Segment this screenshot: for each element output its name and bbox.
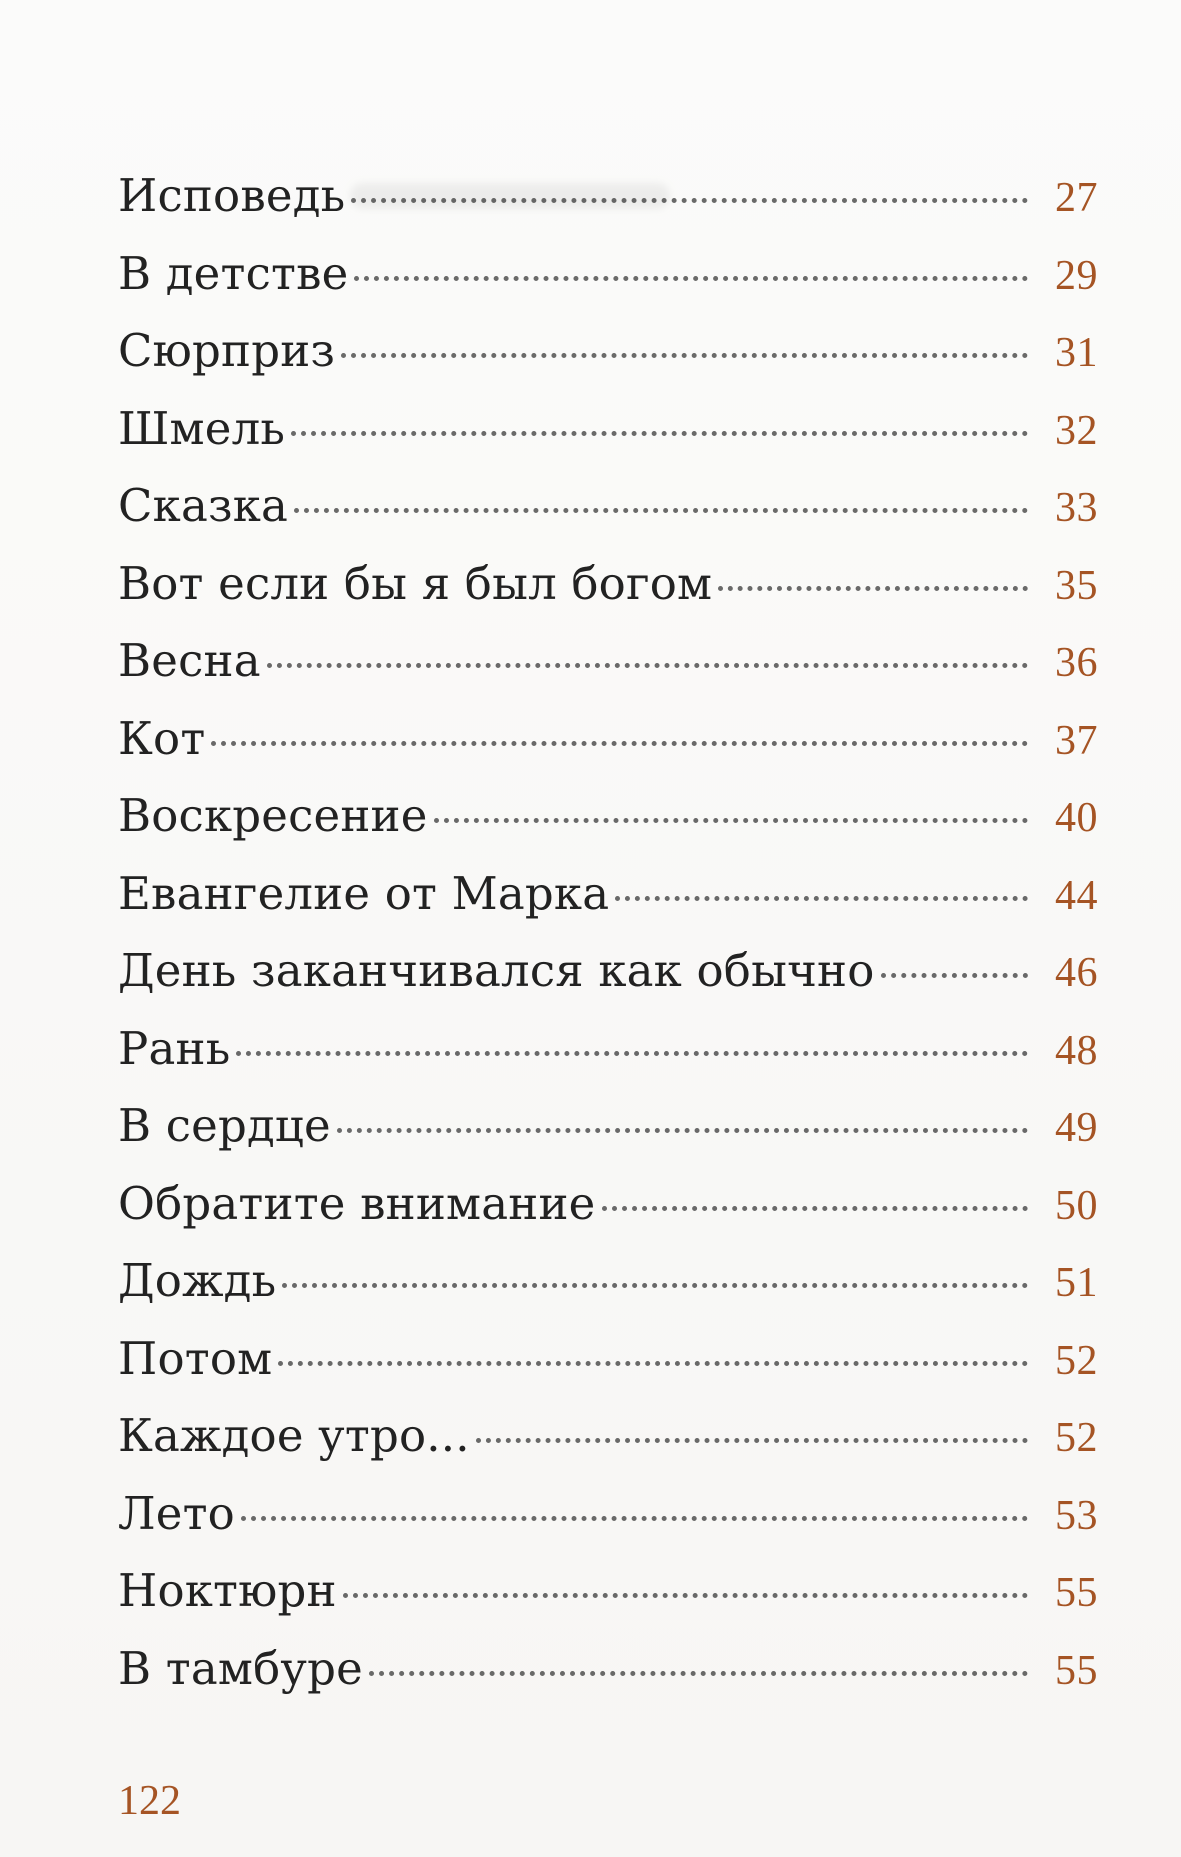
toc-entry-title: Ноктюрн [118, 1564, 337, 1617]
toc-dot-leader [294, 507, 1028, 513]
toc-entry-title: Потом [118, 1331, 273, 1385]
toc-entry-page: 36 [1055, 640, 1098, 686]
toc-entry [118, 1099, 1098, 1181]
toc-entry [118, 634, 1098, 716]
toc-dot-leader [282, 1282, 1028, 1288]
toc-dot-leader [351, 197, 1028, 203]
toc-entry-page: 32 [1055, 407, 1098, 454]
toc-entry-page: 55 [1055, 1570, 1098, 1616]
toc-entry-title: Каждое утро... [118, 1409, 470, 1462]
toc-dot-leader [615, 895, 1028, 901]
toc-dot-leader [278, 1360, 1028, 1366]
toc-dot-leader [369, 1670, 1028, 1676]
toc-entry [118, 1021, 1098, 1104]
toc-entry [118, 169, 1098, 251]
toc-entry [118, 1641, 1098, 1724]
toc-entry-title: Обратите внимание [118, 1176, 596, 1230]
toc-entry [118, 1564, 1098, 1646]
toc-entry-title: Вот если бы я был богом [118, 556, 713, 610]
toc-entry-title: Весна [118, 634, 261, 687]
toc-entry [118, 1331, 1098, 1414]
toc-entry [118, 324, 1098, 406]
toc-dot-leader [341, 352, 1028, 358]
toc-entry-page: 51 [1055, 1260, 1098, 1306]
toc-entry-title: Кот [118, 711, 206, 765]
toc-entry-title: Лето [118, 1486, 235, 1540]
toc-entry-page: 37 [1055, 717, 1098, 764]
toc-dot-leader [354, 275, 1028, 281]
toc-entry [118, 246, 1098, 329]
toc-dot-leader [211, 740, 1028, 746]
toc-dot-leader [241, 1515, 1028, 1521]
toc-dot-leader [718, 585, 1028, 591]
toc-entry-page: 53 [1055, 1492, 1098, 1539]
toc-entry [118, 711, 1098, 794]
toc-entry-page: 49 [1055, 1105, 1098, 1151]
toc-entry [118, 1486, 1098, 1569]
toc-entry-page: 44 [1055, 872, 1098, 919]
toc-entry-page: 40 [1055, 795, 1098, 841]
toc-entry-title: Дождь [118, 1254, 277, 1307]
toc-entry-title: В детстве [118, 246, 349, 300]
toc-entry-page: 29 [1055, 252, 1098, 299]
toc-entry [118, 789, 1098, 871]
toc-entry-title: В тамбуре [118, 1641, 363, 1695]
toc-entry-page: 50 [1055, 1182, 1098, 1229]
toc-entry [118, 1409, 1098, 1491]
toc-entry [118, 401, 1098, 484]
toc-dot-leader [236, 1050, 1028, 1056]
toc-entry [118, 1176, 1098, 1259]
toc-entry-page: 33 [1055, 485, 1098, 531]
toc-entry-title: Сказка [118, 479, 289, 532]
toc-dot-leader [476, 1437, 1028, 1443]
toc-dot-leader [337, 1127, 1028, 1133]
toc-dot-leader [602, 1205, 1028, 1211]
toc-entry-page: 52 [1055, 1337, 1098, 1384]
toc-entry-title: В сердце [118, 1099, 331, 1152]
toc-dot-leader [881, 972, 1028, 978]
toc-entry [118, 556, 1098, 639]
toc-entry-title: Исповедь [118, 169, 346, 222]
toc-entry-title: Рань [118, 1021, 231, 1075]
toc-dot-leader [291, 430, 1028, 436]
toc-entry-title: День заканчивался как обычно [118, 944, 875, 997]
toc-entry-page: 46 [1055, 950, 1098, 996]
toc-entry-title: Евангелие от Марка [118, 866, 610, 920]
toc-entry-page: 55 [1055, 1647, 1098, 1694]
toc-dot-leader [343, 1592, 1028, 1598]
toc-entry-page: 31 [1055, 330, 1098, 376]
toc-entry [118, 1254, 1098, 1336]
toc-entry-page: 52 [1055, 1415, 1098, 1461]
toc-entry [118, 479, 1098, 561]
table-of-contents [118, 169, 1098, 1723]
toc-entry [118, 866, 1098, 949]
footer-page-number: 122 [118, 1778, 181, 1824]
toc-entry-title: Шмель [118, 401, 286, 455]
toc-entry-title: Воскресение [118, 789, 428, 842]
toc-entry-page: 48 [1055, 1027, 1098, 1074]
toc-entry-page: 27 [1055, 175, 1098, 221]
toc-dot-leader [267, 662, 1028, 668]
toc-entry-title: Сюрприз [118, 324, 336, 377]
toc-dot-leader [434, 817, 1028, 823]
toc-entry-page: 35 [1055, 562, 1098, 609]
toc-entry [118, 944, 1098, 1026]
